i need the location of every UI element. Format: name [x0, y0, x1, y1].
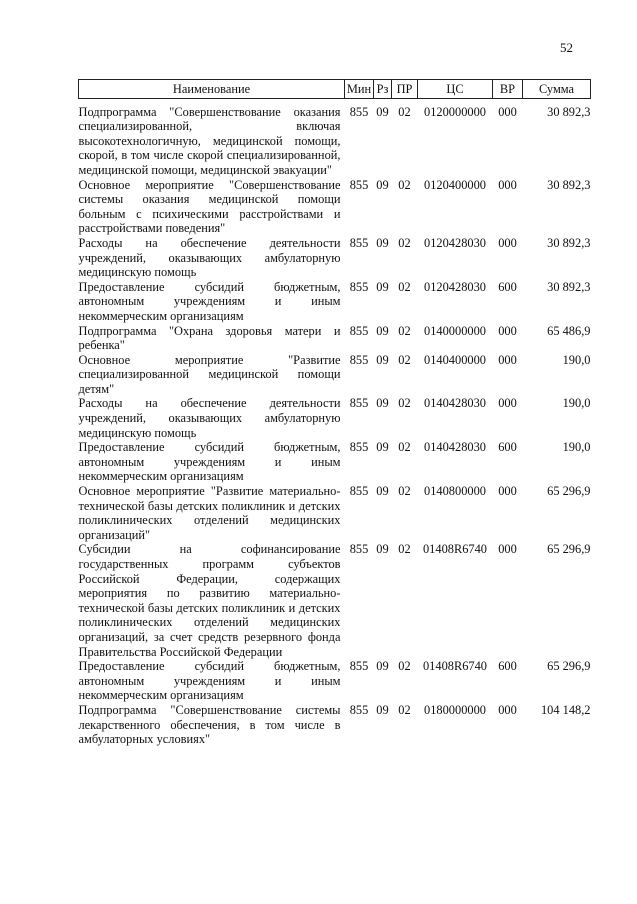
row-min: 855: [349, 352, 369, 367]
row-name: Предоставление субсидий бюджетным, автономным учреждениям и иным некоммерческим организациям: [78, 659, 341, 703]
row-cs: 01408R6740: [422, 542, 488, 557]
row-vr: 000: [498, 323, 517, 338]
row-vr: 000: [498, 352, 517, 367]
row-rz: 09: [376, 484, 389, 499]
row-sum: 30 892,3: [547, 104, 591, 119]
row-cs: 0140000000: [424, 323, 486, 338]
row-rz: 09: [376, 352, 389, 367]
row-cs: 01408R6740: [422, 659, 488, 674]
row-sum: 65 296,9: [547, 542, 591, 557]
row-sum: 30 892,3: [547, 279, 591, 294]
row-sum: 190,0: [562, 440, 591, 455]
row-rz: 09: [376, 702, 389, 717]
row-name: Подпрограмма "Совершенствование оказания специализированной, включая высокотехнологичную, медицинской помощи, скорой, в том числе скорой специализированной, медицинской помощи, медицинской эвакуации": [78, 104, 341, 177]
row-sum: 104 148,2: [540, 702, 591, 717]
row-rz: 09: [376, 177, 389, 192]
table-row: [79, 396, 591, 440]
budget-table: [78, 79, 591, 747]
row-min: 855: [349, 440, 369, 455]
row-pr: 02: [398, 440, 411, 455]
row-pr: 02: [398, 659, 411, 674]
row-cs: 0120000000: [424, 104, 486, 119]
table-row: [79, 703, 591, 747]
page-number: 52: [560, 40, 573, 55]
row-cs: 0120428030: [424, 235, 486, 250]
row-cs: 0140400000: [424, 352, 486, 367]
row-pr: 02: [398, 177, 411, 192]
header-pr: ПР: [392, 80, 418, 99]
row-cs: 0140428030: [424, 440, 486, 455]
row-pr: 02: [398, 279, 411, 294]
row-cs: 0120428030: [424, 279, 486, 294]
row-pr: 02: [398, 323, 411, 338]
row-pr: 02: [398, 235, 411, 250]
row-name: Подпрограмма "Охрана здоровья матери и ребенка": [78, 323, 341, 353]
row-min: 855: [349, 323, 369, 338]
row-vr: 000: [498, 396, 517, 411]
row-min: 855: [349, 396, 369, 411]
row-vr: 000: [498, 177, 517, 192]
table-row: [79, 353, 591, 397]
row-rz: 09: [376, 104, 389, 119]
table-row: [79, 98, 591, 177]
row-min: 855: [349, 235, 369, 250]
row-rz: 09: [376, 279, 389, 294]
row-name: Основное мероприятие "Развитие специализированной медицинской помощи детям": [78, 352, 341, 396]
row-min: 855: [349, 279, 369, 294]
row-cs: 0140800000: [424, 484, 486, 499]
row-name: Предоставление субсидий бюджетным, автономным учреждениям и иным некоммерческим организациям: [78, 440, 341, 484]
table-row: [79, 440, 591, 484]
header-name: Наименование: [79, 80, 345, 99]
row-vr: 000: [498, 542, 517, 557]
row-cs: 0180000000: [424, 702, 486, 717]
table-header-row: [79, 80, 591, 99]
row-vr: 600: [498, 440, 517, 455]
row-vr: 000: [498, 104, 517, 119]
row-rz: 09: [376, 440, 389, 455]
row-rz: 09: [376, 235, 389, 250]
row-name: Подпрограмма "Совершенствование системы лекарственного обеспечения, в том числе в амбулаторных условиях": [78, 702, 341, 747]
row-name: Субсидии на софинансирование государственных программ субъектов Российской Федерации, содержащих мероприятия по развитию материально-технической базы детских поликлиник и детских поликлинических отделений медицинских организаций, за счет средств резервного фонда Правительства Российской Федерации: [78, 542, 341, 659]
header-cs: ЦС: [418, 80, 493, 99]
row-vr: 000: [498, 484, 517, 499]
row-sum: 190,0: [562, 396, 591, 411]
row-pr: 02: [398, 542, 411, 557]
table-row: [79, 236, 591, 280]
row-min: 855: [349, 104, 369, 119]
row-min: 855: [349, 177, 369, 192]
row-pr: 02: [398, 352, 411, 367]
row-pr: 02: [398, 702, 411, 717]
row-name: Основное мероприятие "Развитие материально-технической базы детских поликлиник и детских поликлинических отделений медицинских организаций": [78, 484, 341, 542]
row-sum: 190,0: [562, 352, 591, 367]
header-min: Мин: [345, 80, 374, 99]
table-row: [79, 178, 591, 236]
table-row: [79, 542, 591, 659]
row-sum: 65 486,9: [547, 323, 591, 338]
row-vr: 600: [498, 279, 517, 294]
row-cs: 0120400000: [424, 177, 486, 192]
row-name: Предоставление субсидий бюджетным, автономным учреждениям и иным некоммерческим организациям: [78, 279, 341, 323]
table-row: [79, 484, 591, 542]
table-row: [79, 324, 591, 353]
row-rz: 09: [376, 542, 389, 557]
row-rz: 09: [376, 323, 389, 338]
row-name: Расходы на обеспечение деятельности учреждений, оказывающих амбулаторную медицинскую помощь: [78, 396, 341, 440]
table-row: [79, 659, 591, 703]
row-pr: 02: [398, 484, 411, 499]
row-vr: 600: [498, 659, 517, 674]
row-min: 855: [349, 702, 369, 717]
row-cs: 0140428030: [424, 396, 486, 411]
row-rz: 09: [376, 659, 389, 674]
header-sum: Сумма: [523, 80, 591, 99]
row-vr: 000: [498, 702, 517, 717]
row-min: 855: [349, 659, 369, 674]
row-name: Расходы на обеспечение деятельности учреждений, оказывающих амбулаторную медицинскую помощь: [78, 235, 341, 280]
row-sum: 65 296,9: [547, 484, 591, 499]
row-name: Основное мероприятие "Совершенствование системы оказания медицинской помощи больным с психическими расстройствами и расстройствами поведения": [78, 177, 341, 236]
row-min: 855: [349, 542, 369, 557]
row-pr: 02: [398, 396, 411, 411]
row-rz: 09: [376, 396, 389, 411]
row-min: 855: [349, 484, 369, 499]
header-rz: Рз: [374, 80, 392, 99]
row-vr: 000: [498, 235, 517, 250]
row-pr: 02: [398, 104, 411, 119]
row-sum: 30 892,3: [547, 177, 591, 192]
row-sum: 30 892,3: [547, 235, 591, 250]
row-sum: 65 296,9: [547, 659, 591, 674]
table-row: [79, 280, 591, 324]
header-vr: ВР: [493, 80, 523, 99]
